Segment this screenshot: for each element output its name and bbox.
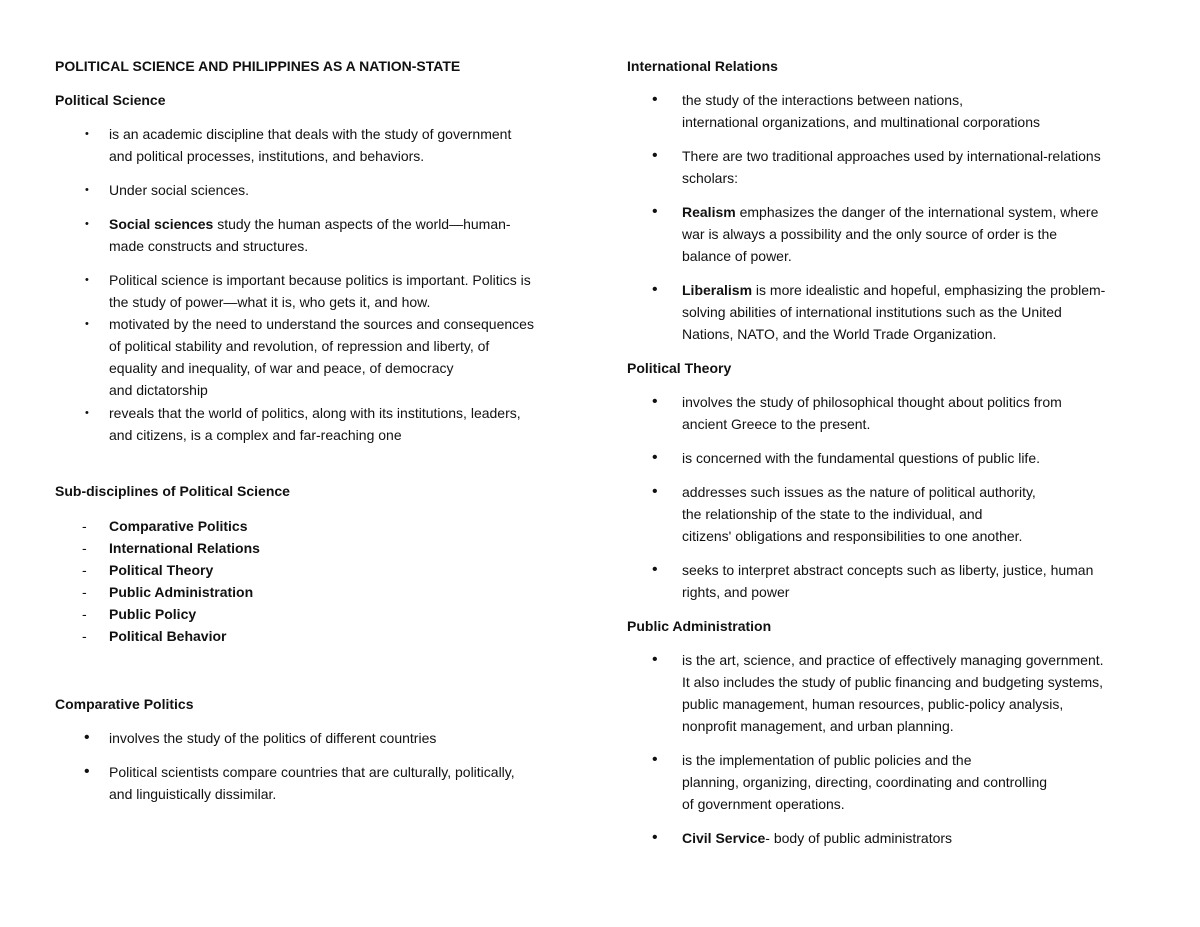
list-item-line: It also includes the study of public financing and budgeting systems, bbox=[682, 674, 1104, 690]
bullet-icon: • bbox=[652, 751, 658, 768]
list-item-line: international organizations, and multinational corporations bbox=[682, 114, 1040, 130]
political-theory-heading: Political Theory bbox=[627, 360, 732, 376]
list-item-line: involves the study of philosophical thought about politics from bbox=[682, 394, 1062, 410]
list-item-line: the relationship of the state to the individual, and bbox=[682, 506, 983, 522]
dash-marker: - bbox=[82, 606, 87, 622]
bullet-icon: • bbox=[85, 274, 89, 286]
bullet-icon: • bbox=[85, 184, 89, 196]
comparative-politics-heading: Comparative Politics bbox=[55, 696, 194, 712]
list-item-line: Political scientists compare countries that are culturally, politically, bbox=[109, 764, 515, 780]
liberalism-term: Liberalism bbox=[682, 282, 753, 298]
bullet-icon: • bbox=[652, 829, 658, 846]
list-item-line: Political science is important because politics is important. Politics is bbox=[109, 272, 531, 288]
dash-marker: - bbox=[82, 518, 87, 534]
bullet-icon: • bbox=[652, 147, 658, 164]
bullet-icon: • bbox=[85, 128, 89, 140]
dash-marker: - bbox=[82, 562, 87, 578]
list-item-line: is concerned with the fundamental questions of public life. bbox=[682, 450, 1040, 466]
realism-term: Realism bbox=[682, 204, 736, 220]
list-item-line: is the implementation of public policies and the bbox=[682, 752, 972, 768]
list-item-line: Social sciences study the human aspects of the world—human- bbox=[109, 216, 511, 232]
list-item-line: planning, organizing, directing, coordinating and controlling bbox=[682, 774, 1048, 790]
list-item-line: public management, human resources, public-policy analysis, bbox=[682, 696, 1064, 712]
bullet-icon: • bbox=[652, 393, 658, 410]
list-item-line: seeks to interpret abstract concepts such as liberty, justice, human bbox=[682, 562, 1094, 578]
list-item-line: Realism emphasizes the danger of the international system, where bbox=[682, 204, 1099, 220]
public-administration-heading: Public Administration bbox=[627, 618, 772, 634]
list-item-line: involves the study of the politics of different countries bbox=[109, 730, 437, 746]
sub-discipline-item: International Relations bbox=[109, 540, 260, 556]
bullet-icon: • bbox=[85, 218, 89, 230]
social-sciences-term: Social sciences bbox=[109, 216, 214, 232]
bullet-icon: • bbox=[652, 203, 658, 220]
list-item-line: Nations, NATO, and the World Trade Organization. bbox=[682, 326, 997, 342]
sub-discipline-item: Public Policy bbox=[109, 606, 197, 622]
international-relations-heading: International Relations bbox=[627, 58, 778, 74]
list-item-line: of government operations. bbox=[682, 796, 845, 812]
dash-marker: - bbox=[82, 628, 87, 644]
list-item-line: is the art, science, and practice of effectively managing government. bbox=[682, 652, 1104, 668]
list-item-line: rights, and power bbox=[682, 584, 790, 600]
list-item-line: war is always a possibility and the only source of order is the bbox=[682, 226, 1058, 242]
list-item-line: and dictatorship bbox=[109, 382, 208, 398]
list-item-line: and citizens, is a complex and far-reaching one bbox=[109, 427, 402, 443]
bullet-icon: • bbox=[652, 651, 658, 668]
political-science-heading: Political Science bbox=[55, 92, 166, 108]
list-item-line: nonprofit management, and urban planning. bbox=[682, 718, 954, 734]
list-item-line: the study of the interactions between nations, bbox=[682, 92, 963, 108]
list-item-line: and political processes, institutions, and behaviors. bbox=[109, 148, 425, 164]
sub-discipline-item: Comparative Politics bbox=[109, 518, 248, 534]
bullet-icon: • bbox=[85, 407, 89, 419]
dash-marker: - bbox=[82, 540, 87, 556]
list-item-line: solving abilities of international institutions such as the United bbox=[682, 304, 1062, 320]
list-item-line: Under social sciences. bbox=[109, 182, 250, 198]
bullet-icon: • bbox=[652, 561, 658, 578]
sub-disciplines-heading: Sub-disciplines of Political Science bbox=[55, 483, 290, 499]
list-item-line: and linguistically dissimilar. bbox=[109, 786, 277, 802]
bullet-icon: • bbox=[85, 318, 89, 330]
bullet-icon: • bbox=[652, 281, 658, 298]
list-item-line: addresses such issues as the nature of political authority, bbox=[682, 484, 1036, 500]
list-item-line: Liberalism is more idealistic and hopeful, emphasizing the problem- bbox=[682, 282, 1106, 298]
list-item-line: scholars: bbox=[682, 170, 739, 186]
list-item-line: made constructs and structures. bbox=[109, 238, 309, 254]
list-item-line: the study of power—what it is, who gets it, and how. bbox=[109, 294, 431, 310]
list-item-line: There are two traditional approaches used by international-relations bbox=[682, 148, 1101, 164]
bullet-icon: • bbox=[652, 449, 658, 466]
list-item-line: is an academic discipline that deals with the study of government bbox=[109, 126, 512, 142]
civil-service-term: Civil Service bbox=[682, 830, 766, 846]
list-item-line: balance of power. bbox=[682, 248, 792, 264]
list-item-line: equality and inequality, of war and peace, of democracy bbox=[109, 360, 454, 376]
sub-discipline-item: Political Behavior bbox=[109, 628, 227, 644]
main-title: POLITICAL SCIENCE AND PHILIPPINES AS A NATION-STATE bbox=[55, 58, 461, 74]
list-item-line: Civil Service- body of public administrators bbox=[682, 830, 953, 846]
list-item-line: reveals that the world of politics, along with its institutions, leaders, bbox=[109, 405, 521, 421]
bullet-icon: • bbox=[84, 763, 90, 780]
list-item-line: citizens' obligations and responsibilities to one another. bbox=[682, 528, 1023, 544]
dash-marker: - bbox=[82, 584, 87, 600]
bullet-icon: • bbox=[652, 91, 658, 108]
list-item-line: ancient Greece to the present. bbox=[682, 416, 871, 432]
bullet-icon: • bbox=[652, 483, 658, 500]
bullet-icon: • bbox=[84, 729, 90, 746]
list-item-line: motivated by the need to understand the sources and consequences bbox=[109, 316, 534, 332]
sub-discipline-item: Political Theory bbox=[109, 562, 214, 578]
list-item-line: of political stability and revolution, of repression and liberty, of bbox=[109, 338, 490, 354]
sub-discipline-item: Public Administration bbox=[109, 584, 254, 600]
